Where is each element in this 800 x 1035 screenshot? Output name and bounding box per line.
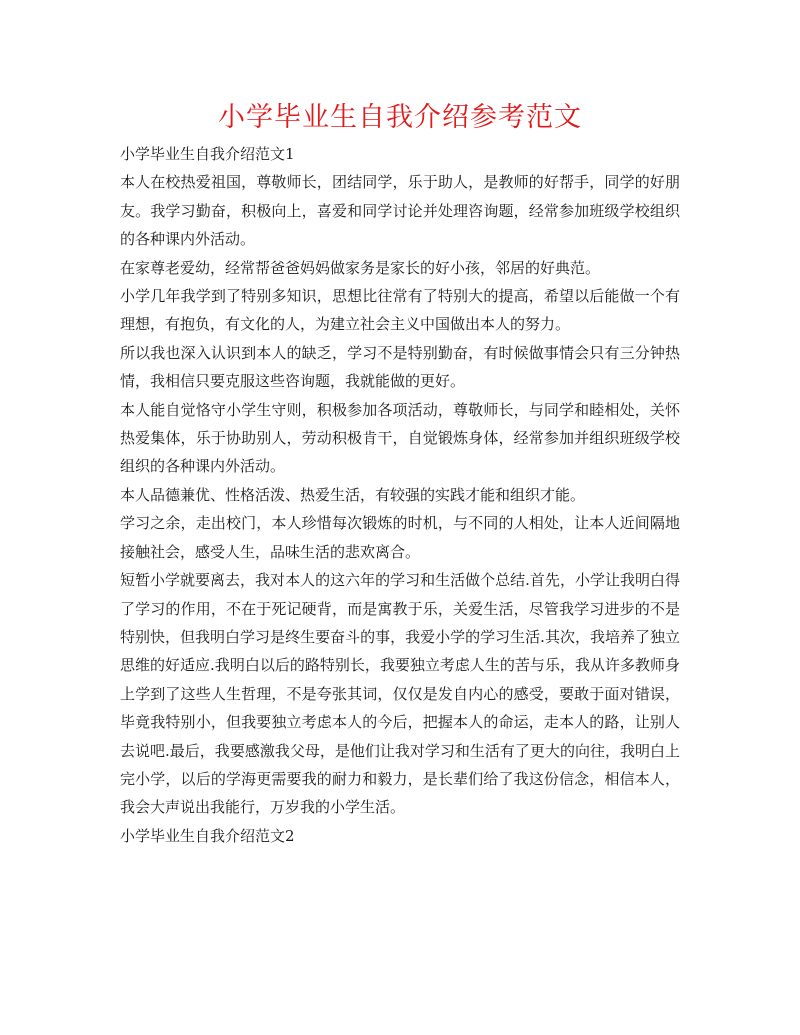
paragraph: 本人能自觉恪守小学生守则，积极参加各项活动，尊敬师长，与同学和睦相处，关怀热爱集体，乐于协助别人，劳动积极肯干，自觉锻炼身体，经常参加并组织班级学校组织的各种课内外活动。 bbox=[120, 400, 680, 476]
paragraph: 在家尊老爱幼，经常帮爸爸妈妈做家务是家长的好小孩，邻居的好典范。 bbox=[120, 258, 601, 277]
section-heading: 小学毕业生自我介绍范文1 bbox=[120, 145, 295, 163]
section-heading: 小学毕业生自我介绍范文2 bbox=[120, 826, 295, 845]
paragraph: 本人品德兼优、性格活泼、热爱生活，有较强的实践才能和组织才能。 bbox=[120, 485, 586, 504]
paragraph: 本人在校热爱祖国，尊敬师长，团结同学，乐于助人，是教师的好帮手，同学的好朋友。我学习勤奋，积极向上，喜爱和同学讨论并处理咨询题，经常参加班级学校组织的各种课内外活动。 bbox=[120, 173, 680, 249]
paragraph: 所以我也深入认识到本人的缺乏，学习不是特别勤奋，有时候做事情会只有三分钟热情，我相信只要克服这些咨询题，我就能做的更好。 bbox=[120, 343, 680, 391]
paragraph: 短暂小学就要离去，我对本人的这六年的学习和生活做个总结.首先，小学让我明白得了学习的作用，不在于死记硬背，而是寓教于乐，关爱生活，尽管我学习进步的不是特别快，但我明白学习是终生要奋斗的事，我爱小学的学习生活.其次，我培养了独立思维的好适应.我明白以后的路特别长，我要独立考虑人生的苦与乐，我从许多教师身上学到了这些人生哲理，不是夸张其词，仅仅是发自内心的感受，要敢于面对错误，毕竟我特别小，但我要独立考虑本人的今后，把握本人的命运，走本人的路，让别人去说吧.最后，我要感激我父母，是他们让我对学习和生活有了更大的向往，我明白上完小学，以后的学海更需要我的耐力和毅力，是长辈们给了我这份信念，相信本人，我会大声说出我能行，万岁我的小学生活。 bbox=[120, 571, 680, 817]
paragraph: 小学几年我学到了特别多知识，思想比往常有了特别大的提高，希望以后能做一个有理想，有抱负，有文化的人，为建立社会主义中国做出本人的努力。 bbox=[120, 287, 680, 334]
document-title: 小学毕业生自我介绍参考范文 bbox=[218, 102, 582, 133]
document-body bbox=[120, 140, 680, 850]
paragraph: 学习之余，走出校门，本人珍惜每次锻炼的时机，与不同的人相处，让本人近间隔地接触社会，感受人生，品味生活的悲欢离合。 bbox=[120, 514, 680, 561]
